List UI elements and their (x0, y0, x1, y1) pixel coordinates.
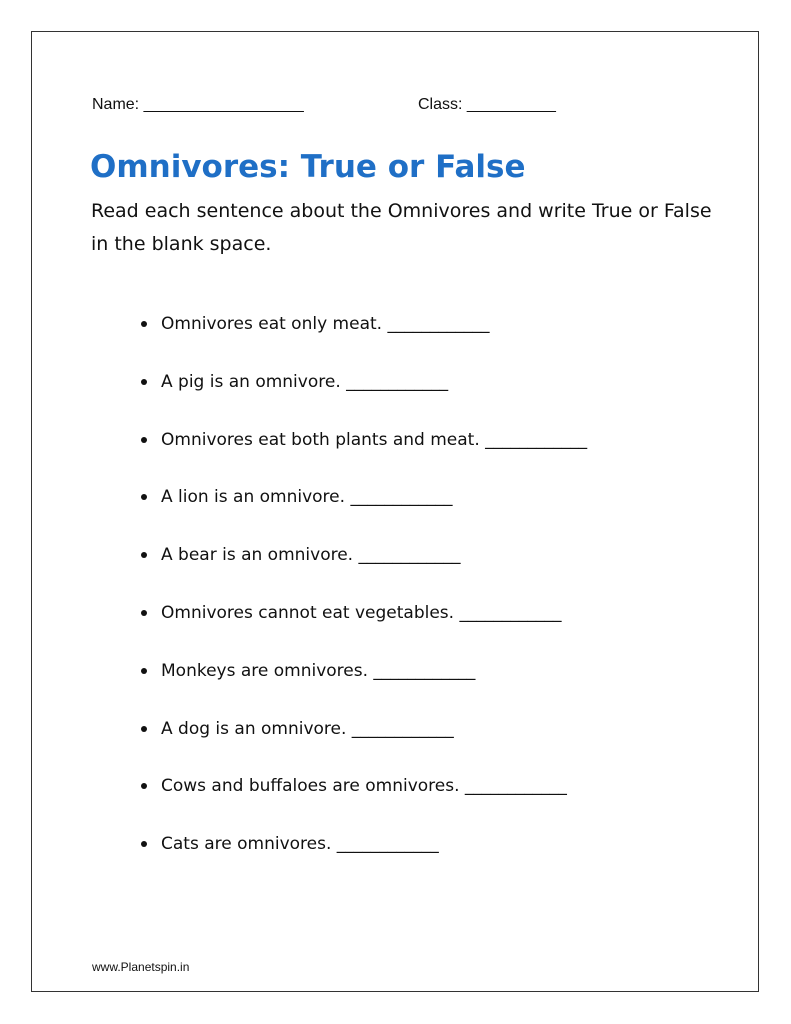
bullet-icon (141, 668, 147, 674)
question-text: A bear is an omnivore. ____________ (161, 545, 461, 566)
question-text: Omnivores eat both plants and meat. ____________ (161, 429, 588, 450)
question-text: A dog is an omnivore. ____________ (161, 718, 454, 739)
bullet-icon (141, 321, 147, 327)
bullet-icon (141, 610, 147, 616)
name-field-line: Name: __________________ (92, 96, 304, 113)
question-text: A pig is an omnivore. ____________ (161, 371, 449, 392)
instructions-text: Read each sentence about the Omnivores and write True or False in the blank space. (91, 200, 712, 255)
question-text: Omnivores eat only meat. ____________ (161, 314, 490, 334)
question-text: Cats are omnivores. ____________ (161, 834, 439, 855)
question-text: Omnivores cannot eat vegetables. ____________ (161, 602, 562, 623)
bullet-icon (141, 379, 147, 385)
question-text: Monkeys are omnivores. ____________ (161, 660, 476, 681)
footer-website: www.Planetspin.in (92, 960, 190, 974)
question-text: Cows and buffaloes are omnivores. ____________ (161, 776, 567, 797)
worksheet-title: Omnivores: True or False (90, 149, 526, 185)
question-text: A lion is an omnivore. ____________ (161, 487, 453, 508)
bullet-icon (141, 437, 147, 443)
class-field-line: Class: __________ (418, 96, 556, 113)
bullet-icon (141, 726, 147, 732)
